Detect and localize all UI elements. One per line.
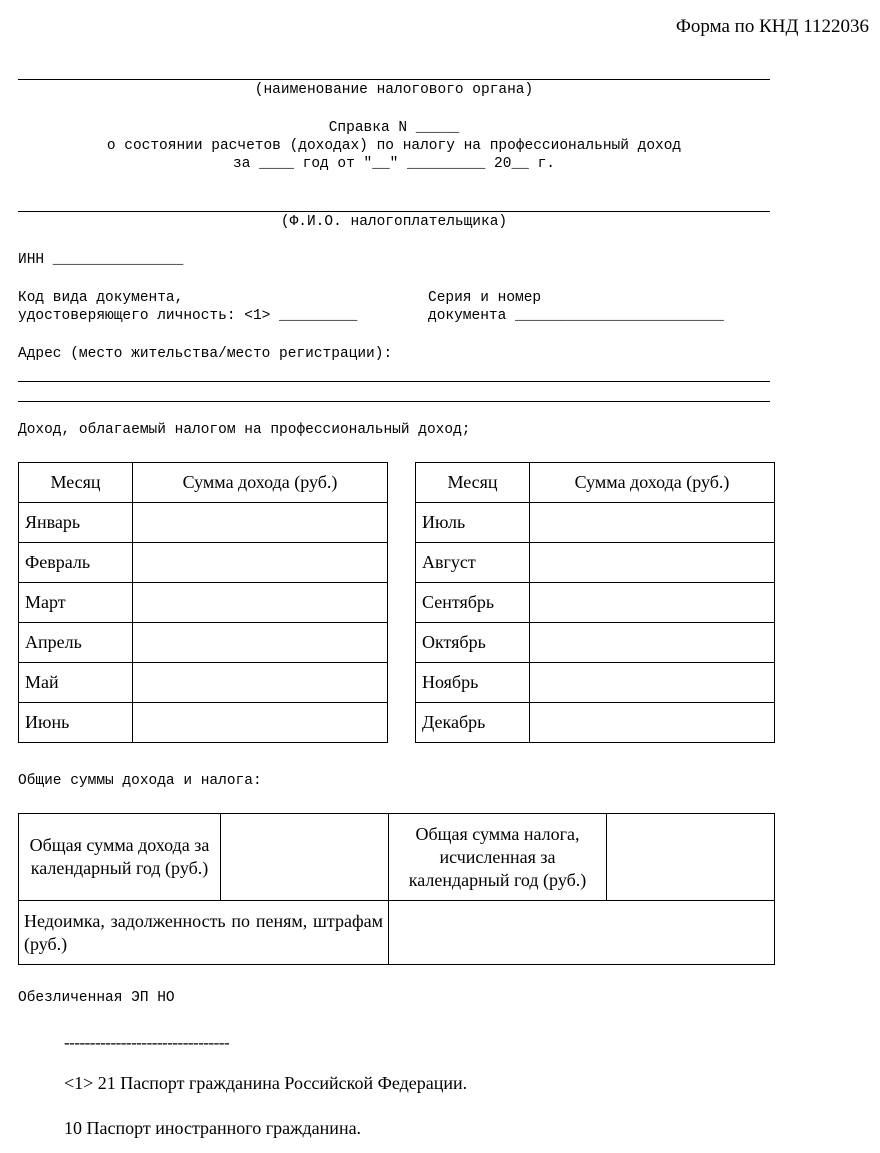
address-label: Адрес (место жительства/место регистрации): bbox=[18, 346, 393, 362]
table-row bbox=[416, 583, 775, 623]
income-sum-cell[interactable] bbox=[530, 543, 775, 583]
month-cell: Апрель bbox=[19, 623, 133, 663]
month-cell: Июль bbox=[416, 503, 530, 543]
table-row bbox=[416, 663, 775, 703]
table-row bbox=[19, 703, 388, 743]
form-code: Форма по КНД 1122036 bbox=[675, 16, 869, 37]
inn-field[interactable]: ИНН _______________ bbox=[18, 252, 184, 268]
income-sum-cell[interactable] bbox=[133, 583, 388, 623]
income-sum-cell[interactable] bbox=[530, 623, 775, 663]
month-cell: Июнь bbox=[19, 703, 133, 743]
table-row bbox=[416, 503, 775, 543]
certificate-subtitle: о состоянии расчетов (доходах) по налогу на профессиональный доход bbox=[106, 138, 682, 154]
col-sum-header: Сумма дохода (руб.) bbox=[133, 463, 388, 503]
address-line-2[interactable] bbox=[18, 401, 770, 402]
month-cell: Август bbox=[416, 543, 530, 583]
signature-label: Обезличенная ЭП НО bbox=[18, 990, 175, 1006]
document-code-field[interactable]: удостоверяющего личность: <1> _________ bbox=[18, 308, 358, 324]
month-cell: Сентябрь bbox=[416, 583, 530, 623]
total-income-label: Общая сумма дохода за календарный год (руб.) bbox=[19, 814, 221, 901]
col-month-header: Месяц bbox=[416, 463, 530, 503]
income-sum-cell[interactable] bbox=[530, 503, 775, 543]
income-table-right bbox=[415, 462, 775, 743]
footnote-2: 10 Паспорт иностранного гражданина. bbox=[64, 1118, 362, 1138]
month-cell: Октябрь bbox=[416, 623, 530, 663]
month-cell: Ноябрь bbox=[416, 663, 530, 703]
table-row bbox=[19, 623, 388, 663]
table-row bbox=[19, 503, 388, 543]
total-income-value[interactable] bbox=[221, 814, 389, 901]
totals-heading: Общие суммы дохода и налога: bbox=[18, 773, 262, 789]
month-cell: Февраль bbox=[19, 543, 133, 583]
certificate-period: за ____ год от "__" _________ 20__ г. bbox=[233, 156, 555, 172]
document-series-field[interactable]: документа ________________________ bbox=[428, 308, 724, 324]
col-sum-header: Сумма дохода (руб.) bbox=[530, 463, 775, 503]
taxpayer-caption: (Ф.И.О. налогоплательщика) bbox=[280, 214, 508, 230]
income-sum-cell[interactable] bbox=[133, 663, 388, 703]
income-sum-cell[interactable] bbox=[133, 543, 388, 583]
table-row bbox=[416, 543, 775, 583]
table-row bbox=[416, 623, 775, 663]
address-line-1[interactable] bbox=[18, 381, 770, 382]
income-sum-cell[interactable] bbox=[133, 623, 388, 663]
income-table-left bbox=[18, 462, 388, 743]
income-sum-cell[interactable] bbox=[133, 703, 388, 743]
totals-table bbox=[18, 813, 775, 965]
income-sum-cell[interactable] bbox=[530, 583, 775, 623]
col-month-header: Месяц bbox=[19, 463, 133, 503]
total-tax-label: Общая сумма налога, исчисленная за календарный год (руб.) bbox=[389, 814, 607, 901]
taxpayer-name-line[interactable] bbox=[18, 211, 770, 212]
month-cell: Март bbox=[19, 583, 133, 623]
footnote-1: <1> 21 Паспорт гражданина Российской Федерации. bbox=[64, 1073, 468, 1093]
arrears-label: Недоимка, задолженность по пеням, штрафам (руб.) bbox=[19, 901, 389, 965]
document-code-label: Код вида документа, bbox=[18, 290, 184, 306]
income-heading: Доход, облагаемый налогом на профессиональный доход; bbox=[18, 422, 471, 438]
table-row bbox=[416, 703, 775, 743]
table-row bbox=[19, 663, 388, 703]
tax-authority-line[interactable] bbox=[18, 79, 770, 80]
table-row bbox=[19, 543, 388, 583]
certificate-title: Справка N _____ bbox=[328, 120, 460, 136]
document-series-label: Серия и номер bbox=[428, 290, 542, 306]
tax-authority-caption: (наименование налогового органа) bbox=[254, 82, 534, 98]
income-sum-cell[interactable] bbox=[530, 663, 775, 703]
table-row bbox=[19, 583, 388, 623]
month-cell: Декабрь bbox=[416, 703, 530, 743]
income-sum-cell[interactable] bbox=[530, 703, 775, 743]
income-sum-cell[interactable] bbox=[133, 503, 388, 543]
month-cell: Май bbox=[19, 663, 133, 703]
month-cell: Январь bbox=[19, 503, 133, 543]
total-tax-value[interactable] bbox=[607, 814, 775, 901]
footnote-separator: -------------------------------- bbox=[64, 1033, 230, 1052]
arrears-value[interactable] bbox=[389, 901, 775, 965]
